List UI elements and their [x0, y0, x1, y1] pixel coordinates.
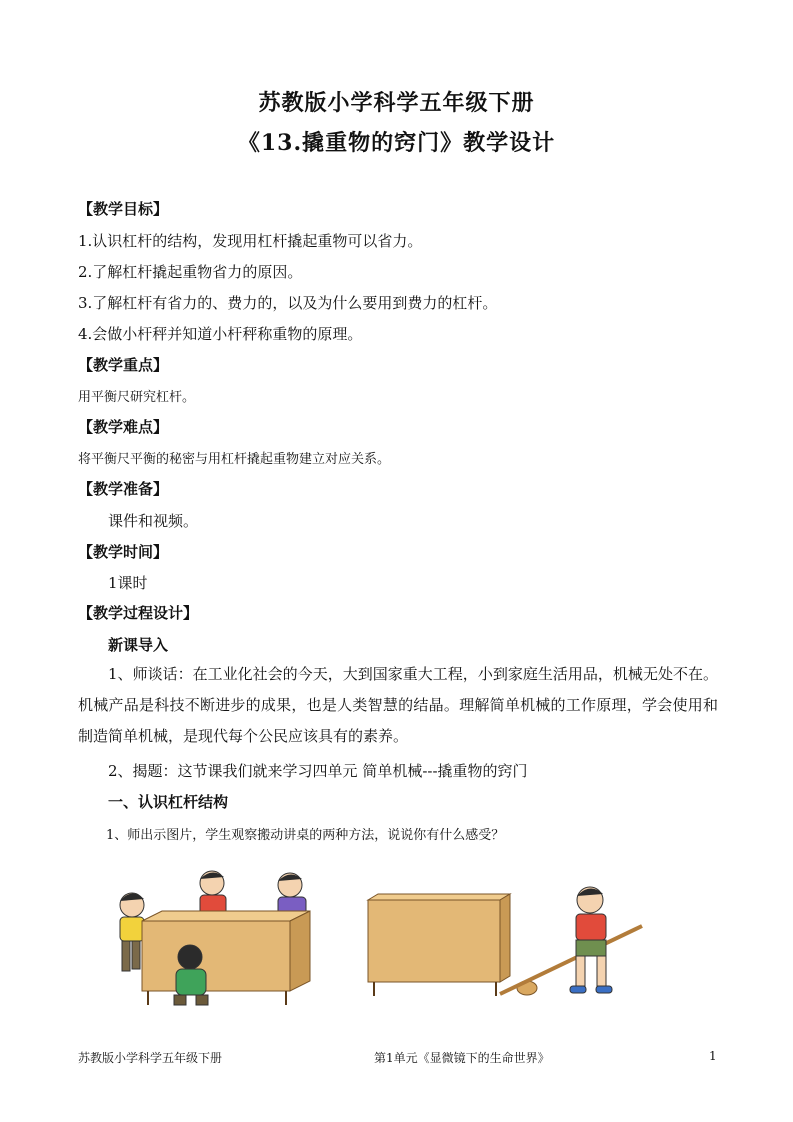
objectives-heading: 【教学目标】: [78, 200, 169, 218]
document-subtitle: 《13.撬重物的窍门》教学设计: [237, 130, 556, 156]
desk: [368, 894, 510, 996]
process-heading: 【教学过程设计】: [78, 604, 199, 622]
child-red-shirt: [200, 871, 226, 915]
child-yellow-shirt: [120, 893, 144, 971]
key-points-text: 用平衡尺研究杠杆。: [78, 390, 196, 405]
preparation-text: 课件和视频。: [108, 512, 199, 530]
intro-paragraph-2: 2、揭题：这节课我们就来学习四单元 简单机械---撬重物的窍门: [108, 762, 528, 780]
intro-heading: 新课导入: [108, 636, 169, 654]
intro-paragraph-1: 1、师谈话：在工业化社会的今天，大到国家重大工程，小到家庭生活用品，机械无处不在。机械产品是科技不断进步的成果，也是人类智慧的结晶。理解简单机械的工作原理，学会使用和制造简单机械，是现代每个公民应该具有的素养。: [78, 665, 718, 745]
desk: [142, 911, 310, 1005]
child-red-shirt-with-lever: [570, 887, 612, 993]
footer-center: 第1单元《显微镜下的生命世界》: [374, 1051, 550, 1065]
difficulties-text: 将平衡尺平衡的秘密与用杠杆撬起重物建立对应关系。: [78, 452, 391, 467]
document-title: 苏教版小学科学五年级下册: [258, 90, 535, 116]
time-heading: 【教学时间】: [78, 543, 169, 561]
objective-item-1: 1.认识杠杆的结构，发现用杠杆撬起重物可以省力。: [78, 232, 423, 250]
page-number: 1: [709, 1049, 717, 1063]
objective-item-4: 4.会做小杆秤并知道小杆秤称重物的原理。: [78, 325, 363, 343]
footer-left: 苏教版小学科学五年级下册: [78, 1051, 223, 1065]
preparation-heading: 【教学准备】: [78, 480, 169, 498]
section-1-heading: 一、认识杠杆结构: [108, 793, 229, 811]
objective-item-3: 3.了解杠杆有省力的、费力的，以及为什么要用到费力的杠杆。: [78, 294, 498, 312]
key-points-heading: 【教学重点】: [78, 356, 169, 374]
children-carrying-desk-illustration: [112, 865, 327, 1015]
difficulties-heading: 【教学难点】: [78, 418, 169, 436]
lever-pole: [500, 926, 642, 994]
objective-item-2: 2.了解杠杆撬起重物省力的原因。: [78, 263, 303, 281]
child-using-lever-illustration: [362, 880, 652, 1005]
time-text: 1课时: [108, 574, 148, 592]
section-1-item-1: 1、师出示图片，学生观察搬动讲桌的两种方法，说说你有什么感受？: [106, 828, 505, 843]
